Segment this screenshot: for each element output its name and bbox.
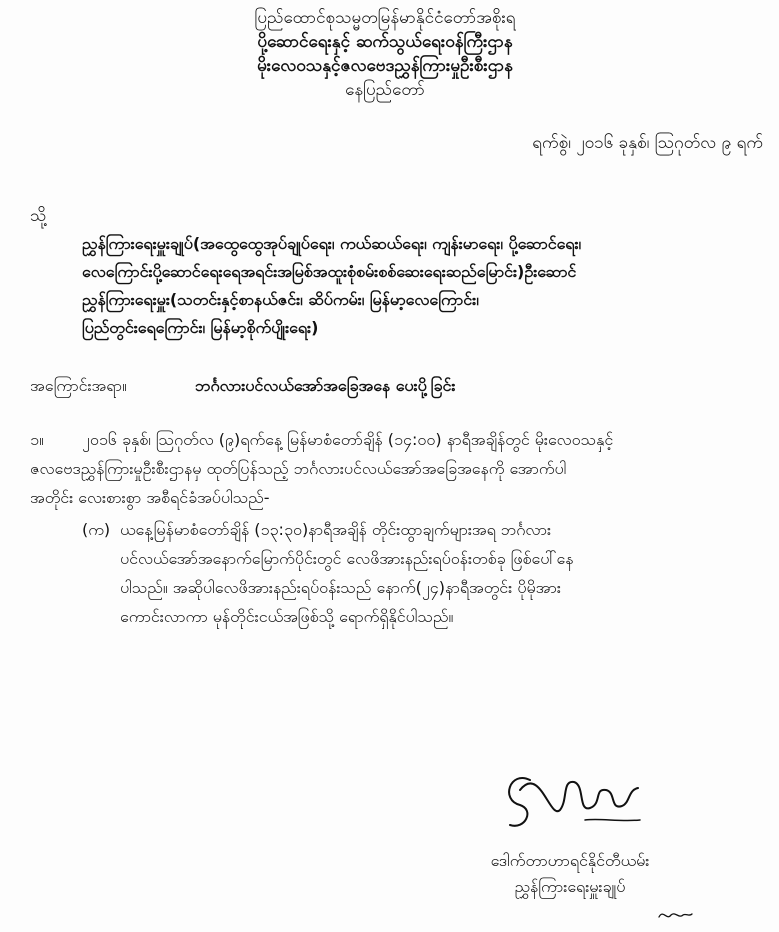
paragraph-text: ၂၀၁၆ ခုနှစ်၊ ဩဂုတ်လ (၉)ရက်နေ့ မြန်မာစံတော်ချိန် (၁၄:၀၀) နာရီအချိန်တွင် မိုးလေဝသနှင့် [82, 430, 614, 449]
letterhead [150, 6, 620, 102]
to-label: သို့ [30, 206, 47, 226]
paragraph-number: ၁။ [30, 430, 44, 449]
paragraph-line: အတိုင်း လေးစားစွာ အစီရင်ခံအပ်ပါသည်- [30, 488, 270, 507]
subitem-text: ယနေ့မြန်မာစံတော်ချိန် (၁၃:၃၀)နာရီအချိန် တိုင်းထွာချက်များအရ ဘင်္ဂလား [120, 520, 552, 539]
subject-line [30, 375, 770, 399]
subitem-ka [82, 515, 772, 631]
letterhead-ministry: ပို့ဆောင်ရေးနှင့် ဆက်သွယ်ရေးဝန်ကြီးဌာန [257, 32, 513, 52]
subitem-line: ကောင်းလာကာ မုန်တိုင်းငယ်အဖြစ်သို့ ရောက်ရှိနိုင်ပါသည်။ [120, 607, 454, 626]
subject-label: အကြောင်းအရာ။ [30, 376, 127, 395]
letterhead-government: ပြည်ထောင်စုသမ္မတမြန်မာနိုင်ငံတော်အစိုးရ [254, 8, 516, 28]
signatory-title: ညွှန်ကြားရေးမှူးချုပ် [514, 877, 626, 896]
recipient-list [82, 230, 772, 342]
handwritten-signature [490, 760, 650, 840]
letterhead-department: မိုးလေဝသနှင့်ဇလဗေဒညွှန်ကြားမှုဦးစီးဌာန [257, 56, 513, 76]
recipient-line: ညွှန်ကြားရေးမှူးချုပ်(အထွေထွေအုပ်ချုပ်ရေး၊ ကယ်ဆယ်ရေး၊ ကျန်းမာရေး၊ ပို့ဆောင်ရေး၊ [82, 234, 582, 253]
paragraph-1 [30, 425, 770, 512]
recipient-line: ညွှန်ကြားရေးမှူး(သတင်းနှင့်စာနယ်ဇင်း၊ ဆိပ်ကမ်း၊ မြန်မာ့လေကြောင်း၊ [82, 290, 479, 309]
paragraph-line [30, 425, 770, 454]
subitem-line: ပင်လယ်အော်အနောက်မြောက်ပိုင်းတွင် လေဖိအားနည်းရပ်ဝန်းတစ်ခု ဖြစ်ပေါ်နေ [120, 549, 574, 568]
subject-text: ဘင်္ဂလားပင်လယ်အော်အခြေအနေ ပေးပို့ခြင်း [195, 376, 456, 395]
recipient-line: လေကြောင်းပို့ဆောင်ရေးရေအရင်းအမြစ်အထူးစုံစမ်းစစ်ဆေးရေးဆည်မြောင်း)ဦးဆောင် [82, 262, 577, 281]
subitem-line [82, 515, 772, 544]
signatory-name: ဒေါက်တာဟာရင်နိုင်တီယမ်း [490, 851, 650, 870]
recipient-line: ပြည်တွင်းရေကြောင်း၊ မြန်မာ့စိုက်ပျိုးရေး) [82, 318, 319, 337]
letterhead-city: နေပြည်တော် [345, 80, 425, 100]
signatory-block [440, 848, 700, 900]
letter-date: ရက်စွဲ၊ ၂၀၁၆ ခုနှစ်၊ ဩဂုတ်လ ၉ ရက် [532, 133, 763, 153]
handwritten-initials [655, 905, 695, 925]
subitem-line: ပါသည်။ အဆိုပါလေဖိအားနည်းရပ်ဝန်းသည် နောက်(၂၄)နာရီအတွင်း ပိုမိုအား [120, 578, 561, 597]
paragraph-line: ဇလဗေဒညွှန်ကြားမှုဦးစီးဌာနမှ ထုတ်ပြန်သည့် ဘင်္ဂလားပင်လယ်အော်အခြေအနေကို အောက်ပါ [30, 459, 567, 478]
subitem-mark: (က) [82, 520, 111, 539]
